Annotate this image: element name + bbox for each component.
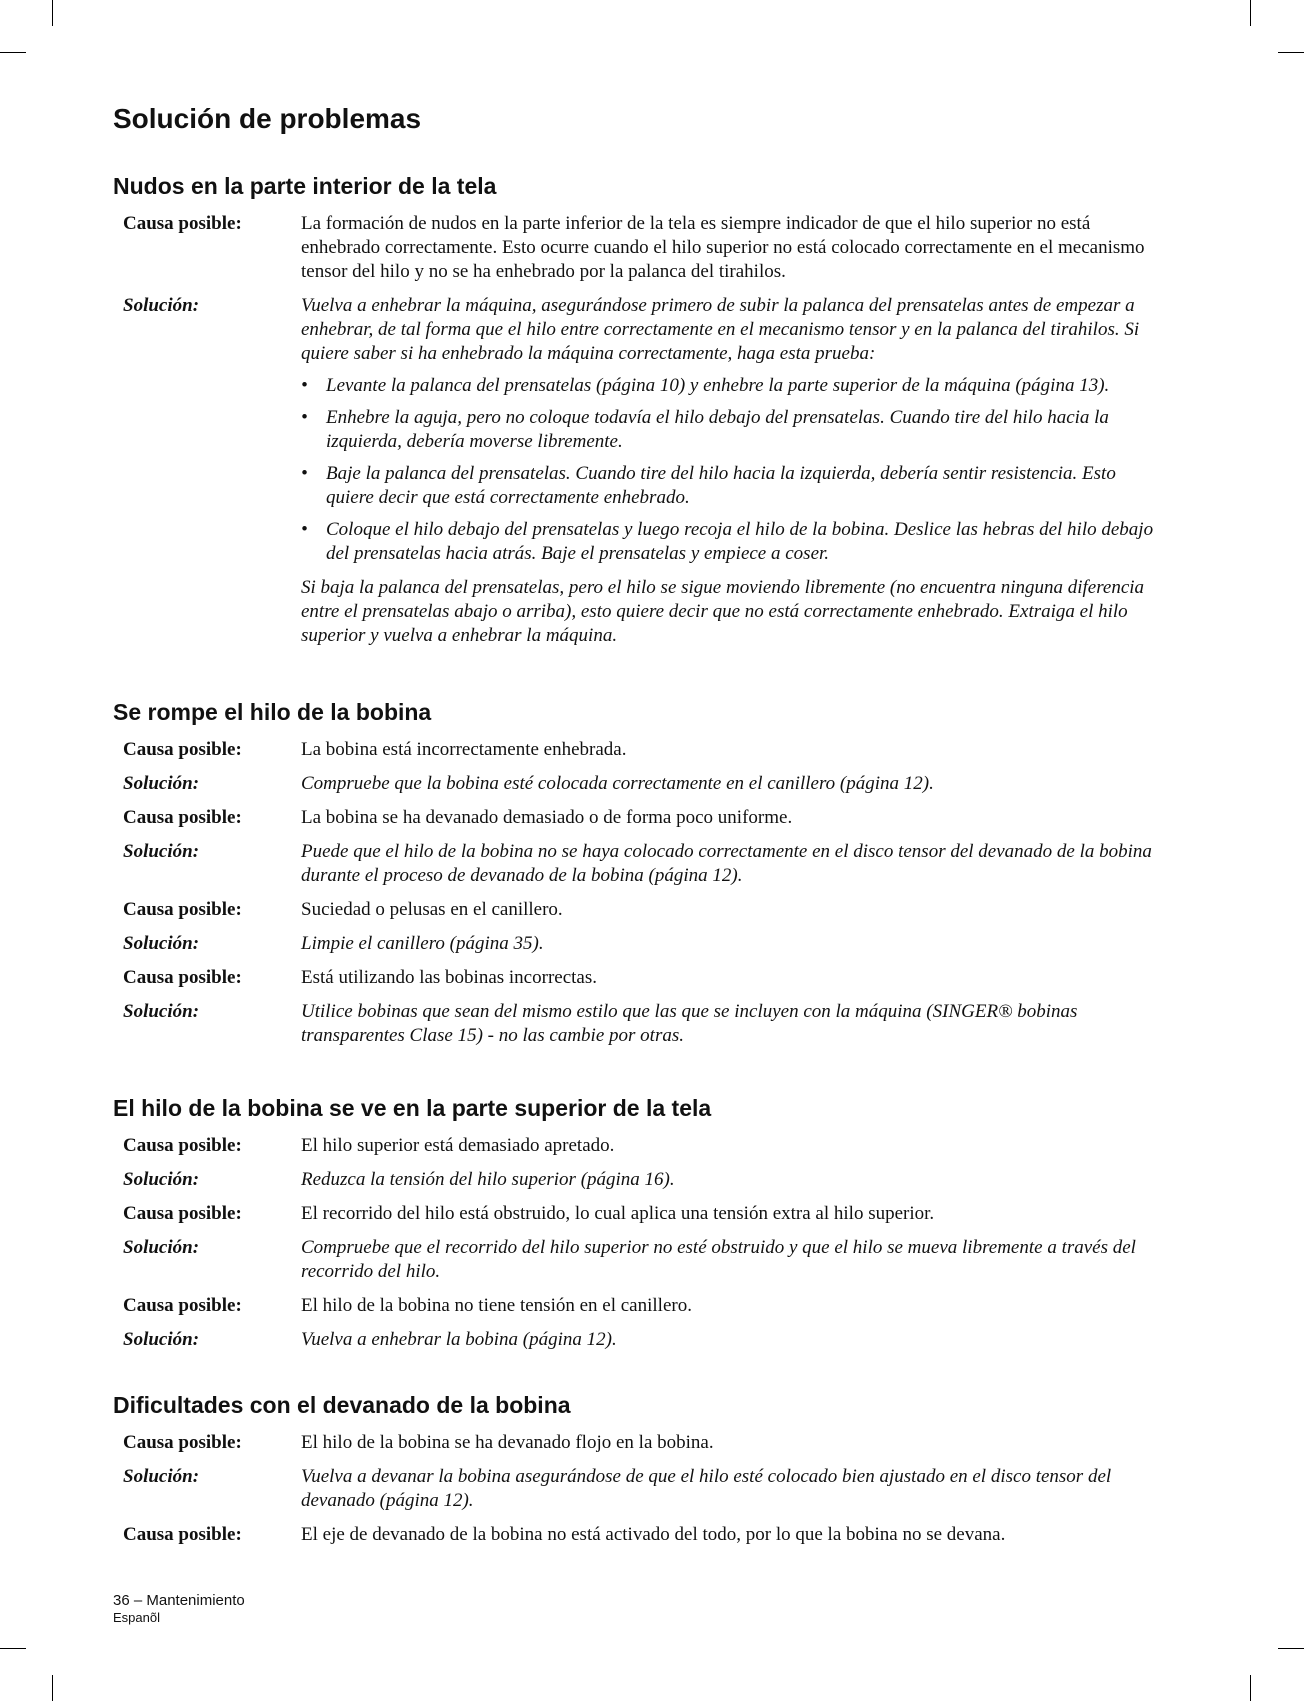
solution-row	[113, 932, 1168, 956]
solution-text: Utilice bobinas que sean del mismo estilo que las que se incluyen con la máquina (SINGER® bobinas transparentes Clase 15) - no las cambie por otras.	[301, 1001, 1078, 1046]
solution-text: Limpie el canillero (página 35).	[301, 933, 544, 954]
section-heading: Nudos en la parte interior de la tela	[113, 173, 497, 199]
section-heading: El hilo de la bobina se ve en la parte superior de la tela	[113, 1095, 712, 1121]
cause-text: El hilo de la bobina no tiene tensión en el canillero.	[301, 1295, 692, 1316]
cause-row	[113, 738, 1168, 762]
crop-mark	[1250, 1675, 1251, 1701]
cause-text: El recorrido del hilo está obstruido, lo cual aplica una tensión extra al hilo superior.	[301, 1203, 935, 1224]
solution-text: Vuelva a devanar la bobina asegurándose de que el hilo esté colocado bien ajustado en el disco tensor del devanado (página 12).	[301, 1466, 1112, 1511]
section-bobbin-winding	[113, 1391, 1168, 1557]
cause-text: Suciedad o pelusas en el canillero.	[301, 899, 563, 920]
cause-text: El eje de devanado de la bobina no está activado del todo, por lo que la bobina no se devana.	[301, 1524, 1006, 1545]
cause-row	[113, 966, 1168, 990]
cause-row	[113, 1134, 1168, 1158]
cause-label: Causa posible:	[123, 739, 242, 760]
solution-note: Si baja la palanca del prensatelas, pero el hilo se sigue moviendo libremente (no encuentra ninguna diferencia entre el prensatelas abajo o arriba), esto quiere decir que no está correctamente enhebrado. Extraiga el hilo superior y vuelva a enhebrar la máquina.	[301, 577, 1145, 646]
list-item: • Levante la palanca del prensatelas (página 10) y enhebre la parte superior de la máquina (página 13).	[301, 374, 1168, 398]
list-item: • Enhebre la aguja, pero no coloque todavía el hilo debajo del prensatelas. Cuando tire del hilo hacia la izquierda, debería moverse libremente.	[301, 406, 1168, 454]
solution-label: Solución:	[123, 933, 200, 954]
cause-text: La bobina se ha devanado demasiado o de forma poco uniforme.	[301, 807, 793, 828]
cause-row	[113, 1294, 1168, 1318]
crop-mark	[52, 0, 53, 26]
cause-label: Causa posible:	[123, 967, 242, 988]
solution-row	[113, 840, 1168, 888]
solution-text: Puede que el hilo de la bobina no se haya colocado correctamente en el disco tensor del devanado de la bobina durante el proceso de devanado de la bobina (página 12).	[301, 841, 1152, 886]
solution-text: Compruebe que la bobina esté colocada correctamente en el canillero (página 12).	[301, 773, 934, 794]
cause-text: El hilo superior está demasiado apretado.	[301, 1135, 615, 1156]
list-item: • Baje la palanca del prensatelas. Cuando tire del hilo hacia la izquierda, debería sentir resistencia. Esto quiere decir que está correctamente enhebrado.	[301, 462, 1168, 510]
section-bobbin-thread-visible	[113, 1094, 1168, 1362]
solution-label: Solución:	[123, 1001, 200, 1022]
cause-row	[113, 1202, 1168, 1226]
solution-label: Solución:	[123, 1329, 200, 1350]
cause-label: Causa posible:	[123, 899, 242, 920]
crop-mark	[1278, 52, 1304, 53]
cause-row	[113, 212, 1168, 284]
section-bobbin-thread-breaks	[113, 698, 1168, 1058]
crop-mark	[1250, 0, 1251, 26]
section-heading: Dificultades con el devanado de la bobina	[113, 1392, 571, 1418]
section-heading: Se rompe el hilo de la bobina	[113, 699, 432, 725]
cause-text: La bobina está incorrectamente enhebrada.	[301, 739, 627, 760]
list-item: • Coloque el hilo debajo del prensatelas y luego recoja el hilo de la bobina. Deslice las hebras del hilo debajo del prensatelas hacia atrás. Baje el prensatelas y empiece a coser.	[301, 518, 1168, 566]
cause-label: Causa posible:	[123, 807, 242, 828]
cause-label: Causa posible:	[123, 1135, 242, 1156]
solution-label: Solución:	[123, 1237, 200, 1258]
crop-mark	[0, 52, 26, 53]
solution-row	[113, 1465, 1168, 1513]
solution-text: Reduzca la tensión del hilo superior (página 16).	[301, 1169, 675, 1190]
cause-row	[113, 1523, 1168, 1547]
solution-row	[113, 1000, 1168, 1048]
language-label: Espanõl	[113, 1610, 160, 1625]
page-footer	[113, 1592, 245, 1626]
solution-label: Solución:	[123, 773, 200, 794]
solution-row	[113, 772, 1168, 796]
cause-text: La formación de nudos en la parte inferior de la tela es siempre indicador de que el hilo superior no está enhebrado correctamente. Esto ocurre cuando el hilo superior no está colocado correctamente en el mecanismo tensor del hilo y no se ha enhebrado por la palanca del tirahilos.	[301, 213, 1145, 282]
solution-text: Vuelva a enhebrar la máquina, asegurándose primero de subir la palanca del prensatelas antes de empezar a enhebrar, de tal forma que el hilo entre correctamente en el mecanismo tensor y en la palanca del tirahilos. Si quiere saber si ha enhebrado la máquina correctamente, haga esta prueba:	[301, 295, 1140, 364]
cause-label: Causa posible:	[123, 1432, 242, 1453]
solution-label: Solución:	[123, 1169, 200, 1190]
cause-label: Causa posible:	[123, 1295, 242, 1316]
solution-text: Vuelva a enhebrar la bobina (página 12).	[301, 1329, 617, 1350]
cause-label: Causa posible:	[123, 1203, 242, 1224]
cause-text: Está utilizando las bobinas incorrectas.	[301, 967, 597, 988]
solution-block	[301, 294, 1168, 648]
test-steps-list	[301, 374, 1168, 566]
cause-text: El hilo de la bobina se ha devanado flojo en la bobina.	[301, 1432, 714, 1453]
solution-label: Solución:	[123, 841, 200, 862]
solution-row	[113, 294, 1168, 648]
section-knots	[113, 172, 1168, 658]
solution-label: Solución:	[123, 295, 200, 316]
crop-mark	[1278, 1648, 1304, 1649]
cause-label: Causa posible:	[123, 1524, 242, 1545]
cause-row	[113, 806, 1168, 830]
solution-row	[113, 1168, 1168, 1192]
cause-row	[113, 898, 1168, 922]
solution-label: Solución:	[123, 1466, 200, 1487]
page-number: 36 – Mantenimiento	[113, 1592, 245, 1609]
solution-row	[113, 1236, 1168, 1284]
crop-mark	[52, 1675, 53, 1701]
cause-row	[113, 1431, 1168, 1455]
page-title: Solución de problemas	[113, 103, 422, 134]
solution-text: Compruebe que el recorrido del hilo superior no esté obstruido y que el hilo se mueva libremente a través del recorrido del hilo.	[301, 1237, 1136, 1282]
cause-label: Causa posible:	[123, 213, 242, 234]
crop-mark	[0, 1648, 26, 1649]
solution-row	[113, 1328, 1168, 1352]
